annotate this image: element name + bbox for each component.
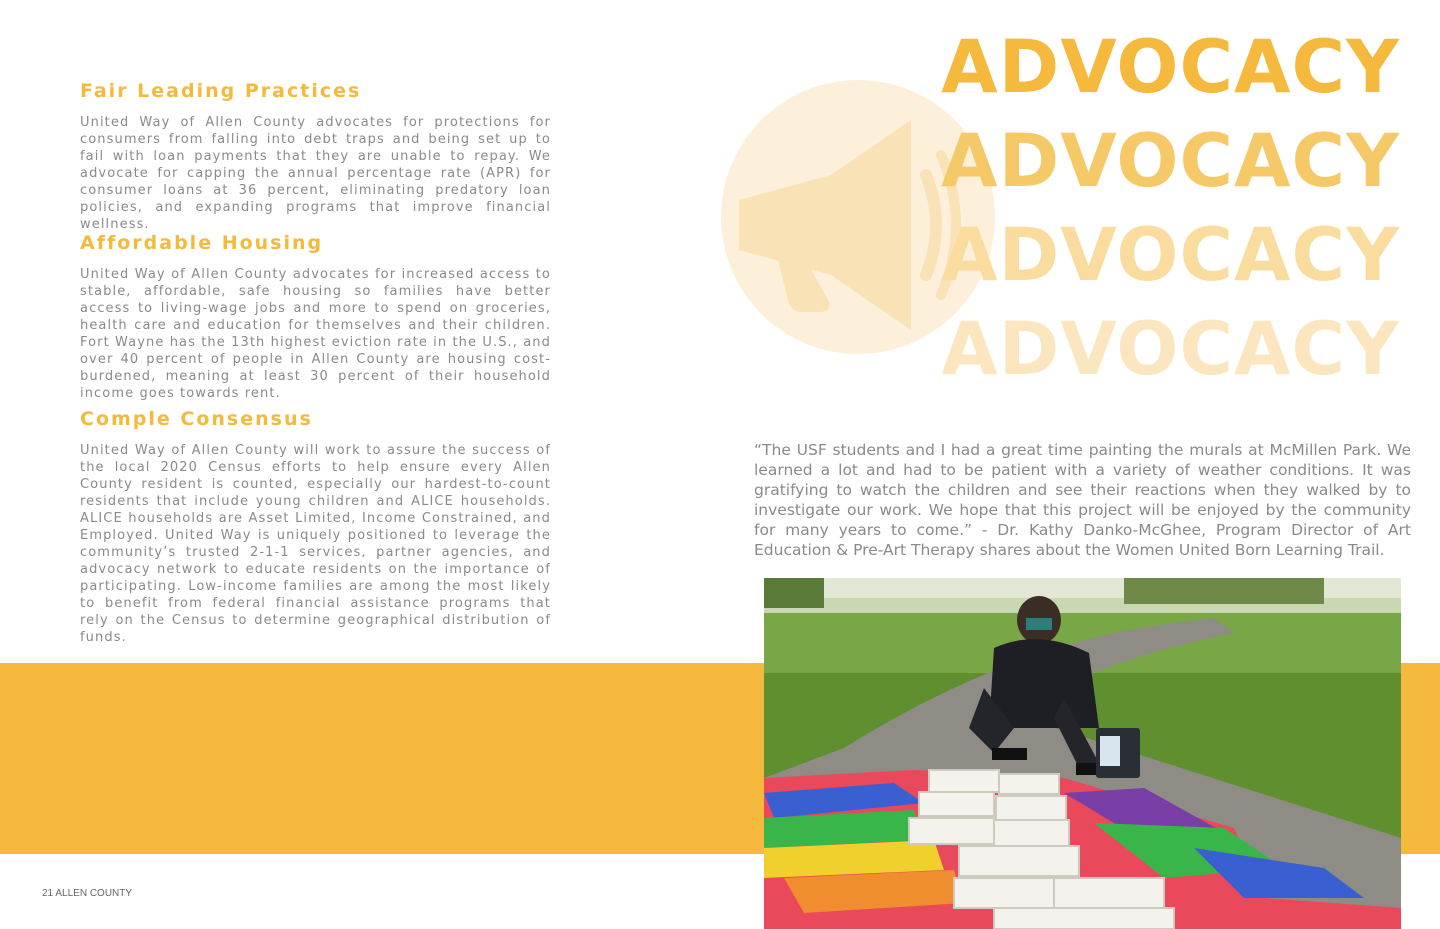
section-title: Comple Consensus [80, 408, 313, 430]
headline-advocacy-1: ADVOCACY [941, 25, 1400, 110]
section-fair-lending [80, 80, 551, 233]
section-affordable-housing [80, 232, 551, 402]
section-body: United Way of Allen County advocates for protections for consumers from falling into debt traps and being set up to fail with loan payments that they are unable to repay. We advocate for capping the annual percentage rate (APR) for consumer loans at 36 percent, eliminating predatory loan policies, and expanding programs that improve financial wellness. [80, 115, 551, 232]
section-body: United Way of Allen County advocates for increased access to stable, affordable, safe housing so families have better access to living-wage jobs and more to spend on groceries, health care and education for themselves and their children. Fort Wayne has the 13th highest eviction rate in the U.S., and over 40 percent of people in Allen County are housing cost-burdened, meaning at least 30 percent of their household income goes towards rent. [80, 267, 551, 401]
section-title: Fair Leading Practices [80, 80, 362, 102]
section-body: United Way of Allen County will work to assure the success of the local 2020 Census efforts to help ensure every Allen County resident is counted, especially our hardest-to-count residents that include young children and ALICE households. ALICE households are Asset Limited, Income Constrained, and Employed. United Way is uniquely positioned to leverage the community’s trusted 2-1-1 services, partner agencies, and advocacy network to educate residents on the importance of participating. Low-income families are among the most likely to benefit from federal financial assistance programs that rely on the Census to determine geographical distribution of funds. [80, 443, 551, 645]
headline-advocacy-2: ADVOCACY [941, 119, 1400, 204]
mural-photo [764, 578, 1401, 929]
headline-advocacy-4: ADVOCACY [941, 307, 1400, 392]
headline-advocacy-3: ADVOCACY [941, 213, 1400, 298]
page-footer: 21 ALLEN COUNTY [42, 888, 133, 899]
testimonial-quote: “The USF students and I had a great time painting the murals at McMillen Park. We learned a lot and had to be patient with a variety of weather conditions. It was gratifying to watch the children and see their reactions when they walked by to investigate our work. We hope that this project will be enjoyed by the community for many years to come.” - Dr. Kathy Danko-McGhee, Program Director of Art Education & Pre-Art Therapy shares about the Women United Born Learning Trail. [754, 441, 1411, 559]
section-census [80, 408, 551, 646]
section-title: Affordable Housing [80, 232, 324, 254]
